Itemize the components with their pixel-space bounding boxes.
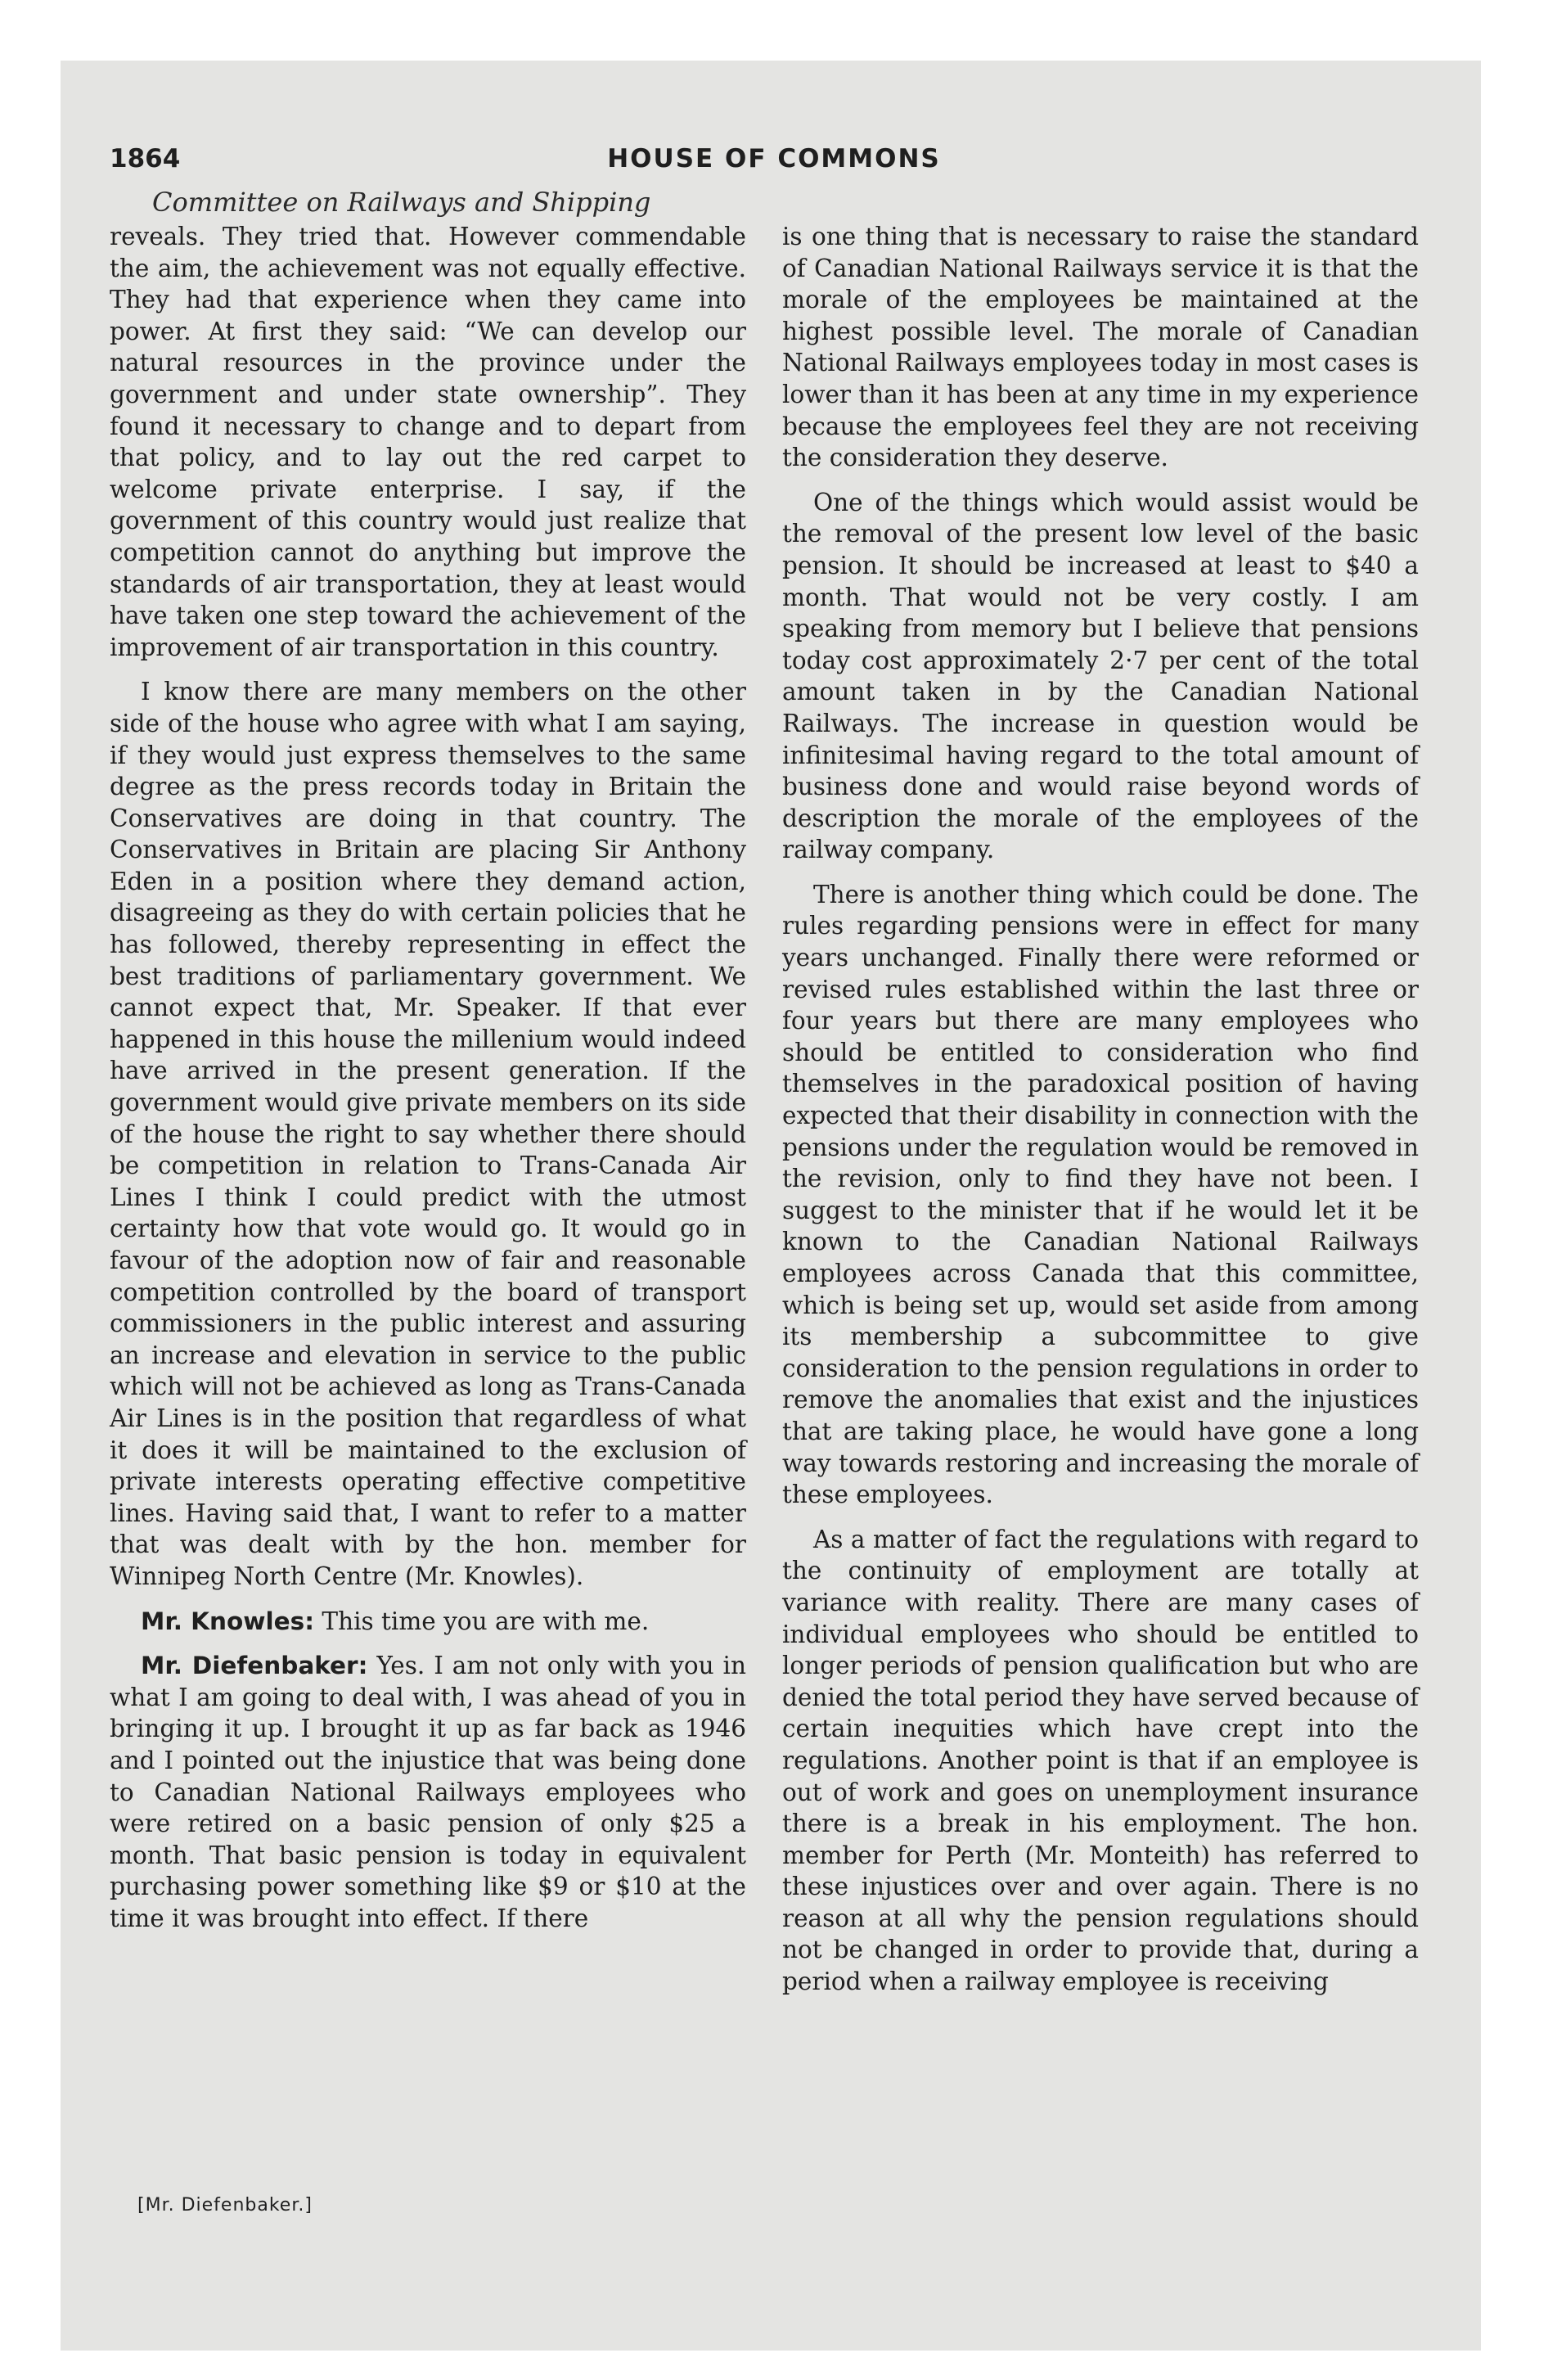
section-heading: Committee on Railways and Shipping xyxy=(152,187,651,218)
running-head: HOUSE OF COMMONS xyxy=(607,144,941,174)
speech-paragraph xyxy=(110,1606,746,1638)
paragraph: There is another thing which could be done. The rules regarding pensions were in effect for many years unchanged. Finally there were reformed or revised rules established within the last three or four years but there are many employees who should be entitled to consideration who find themselves in the paradoxical position of having expected that their disability in connection with the pensions under the regulation would be removed in the revision, only to find they have not been. I suggest to the minister that if he would let it be known to the Canadian National Railways employees across Canada that this committee, which is being set up, would set aside from among its membership a subcommittee to give consideration to the pension regulations in order to remove the anomalies that exist and the injustices that are taking place, he would have gone a long way towards restoring and increasing the morale of these employees. xyxy=(782,880,1419,1509)
speaker-name: Mr. Knowles: xyxy=(141,1607,315,1635)
speaker-name: Mr. Diefenbaker: xyxy=(141,1652,368,1680)
left-column xyxy=(110,221,746,1947)
speech-text: Yes. I am not only with you in what I am going to deal with, I was ahead of you in bringing it up. I brought it up as far back as 1946 and I pointed out the injustice that was being done to Canadian National Railways employees who were retired on a basic pension of only $25 a month. That basic pension is today in equivalent purchasing power something like $9 or $10 at the time it was brought into effect. If there xyxy=(110,1652,746,1932)
speech-text: This time you are with me. xyxy=(322,1607,650,1635)
paragraph: I know there are many members on the other side of the house who agree with what I am saying, if they would just express themselves to the same degree as the press records today in Britain the Conservatives are doing in that country. The Conservatives in Britain are placing Sir Anthony Eden in a position where they demand action, disagreeing as they do with certain policies that he has followed, thereby representing in effect the best traditions of parliamentary government. We cannot expect that, Mr. Speaker. If that ever happened in this house the millenium would indeed have arrived in the present generation. If the government would give private members on its side of the house the right to say whether there should be competition in relation to Trans-Canada Air Lines I think I could predict with the utmost certainty how that vote would go. It would go in favour of the adoption now of fair and reasonable competition controlled by the board of transport commissioners in the public interest and assuring an increase and elevation in service to the public which will not be achieved as long as Trans-Canada Air Lines is in the position that regardless of what it does it will be maintained to the exclusion of private interests operating effective competitive lines. Having said that, I want to refer to a matter that was dealt with by the hon. member for Winnipeg North Centre (Mr. Knowles). xyxy=(110,678,746,1590)
paragraph: is one thing that is necessary to raise the standard of Canadian National Railways service it is that the morale of the employees be maintained at the highest possible level. The morale of Canadian National Railways employees today in most cases is lower than it has been at any time in my experience because the employees feel they are not receiving the consideration they deserve. xyxy=(782,223,1419,472)
speech-paragraph xyxy=(110,1650,746,1934)
page-header xyxy=(110,144,1438,185)
paragraph: One of the things which would assist would be the removal of the present low level of the basic pension. It should be increased at least to $40 a month. That would not be very costly. I am speaking from memory but I believe that pensions today cost approximately 2·7 per cent of the total amount taken in by the Canadian National Railways. The increase in question would be infinitesimal having regard to the total amount of business done and would raise beyond words of description the morale of the employees of the railway company. xyxy=(782,488,1419,864)
page-number: 1864 xyxy=(110,144,181,174)
speaker-footer-tag: [Mr. Diefenbaker.] xyxy=(137,2195,313,2215)
right-column xyxy=(782,221,1419,2011)
paragraph: reveals. They tried that. However commendable the aim, the achievement was not equally effective. They had that experience when they came into power. At first they said: “We can develop our natural resources in the province under the government and under state ownership”. They found it necessary to change and to depart from that policy, and to lay out the red carpet to welcome private enterprise. I say, if the government of this country would just realize that competition cannot do anything but improve the standards of air transportation, they at least would have taken one step toward the achievement of the improvement of air transportation in this country. xyxy=(110,223,746,661)
paragraph: As a matter of fact the regulations with regard to the continuity of employment are totally at variance with reality. There are many cases of individual employees who should be entitled to longer periods of pension qualification but who are denied the total period they have served because of certain inequities which have crept into the regulations. Another point is that if an employee is out of work and goes on unemployment insurance there is a break in his employment. The hon. member for Perth (Mr. Monteith) has referred to these injustices over and over again. There is no reason at all why the pension regulations should not be changed in order to provide that, during a period when a railway employee is receiving xyxy=(782,1525,1419,1996)
